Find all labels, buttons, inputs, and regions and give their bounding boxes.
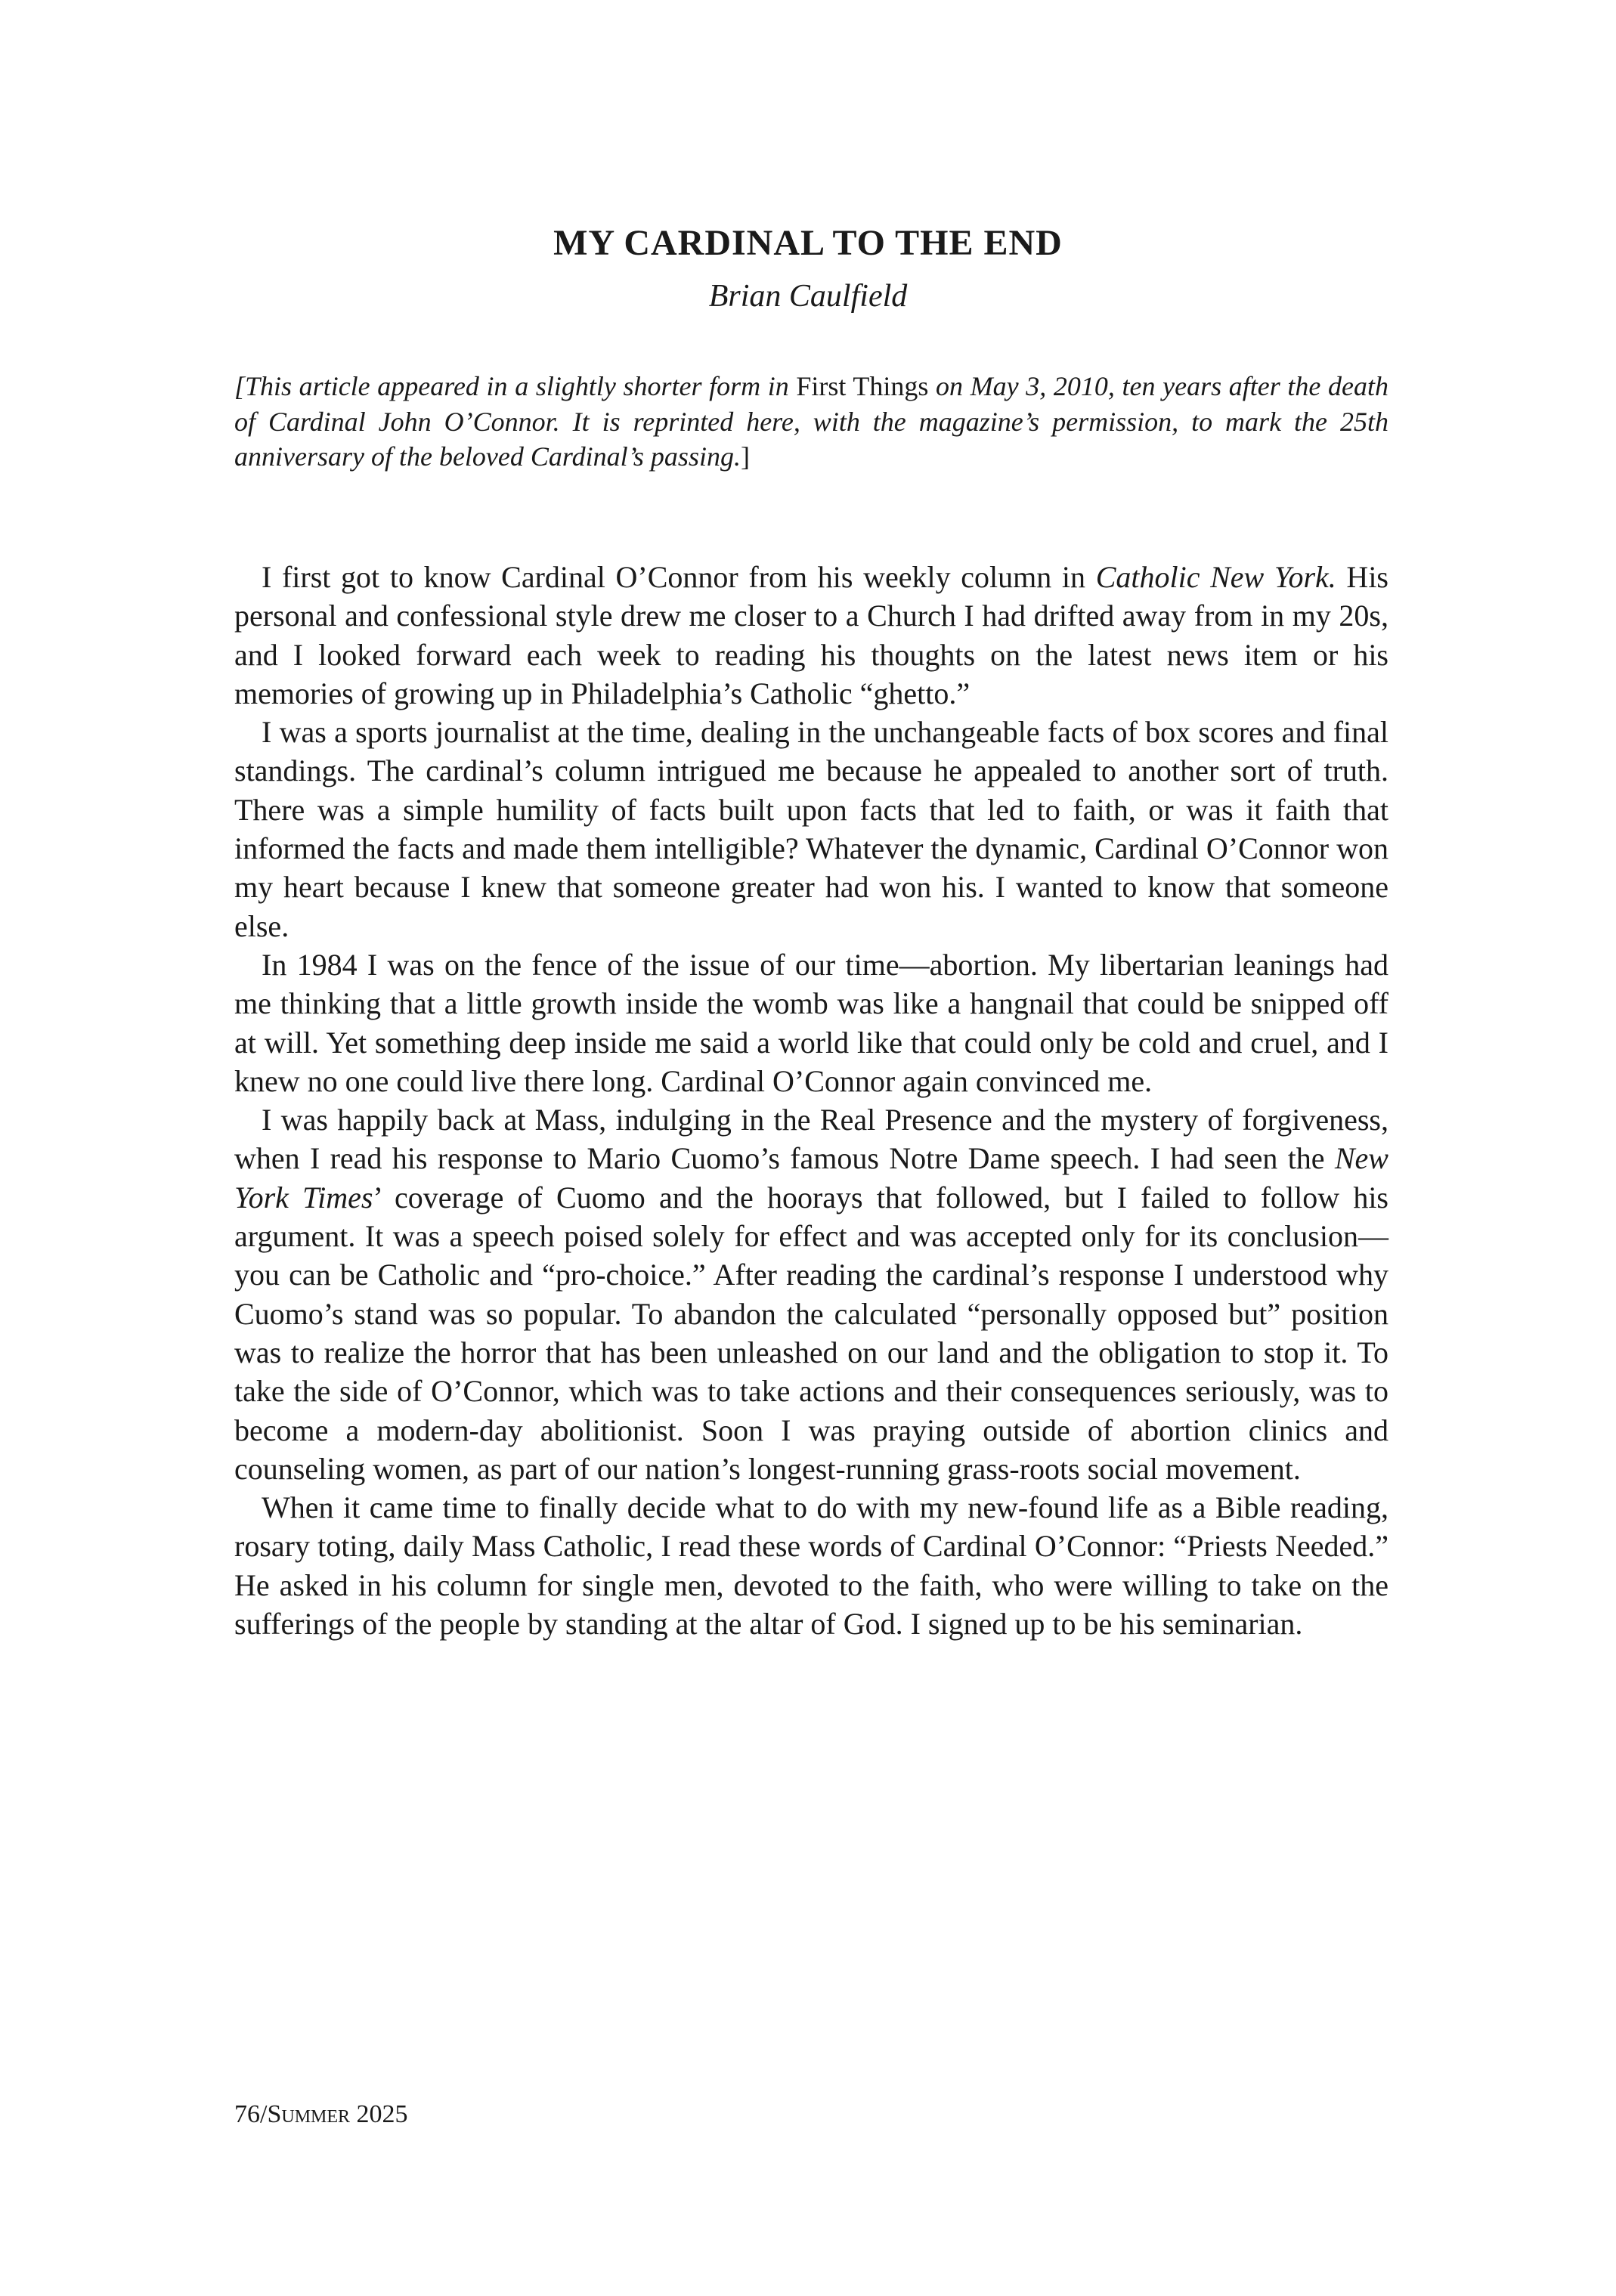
article-author: Brian Caulfield	[708, 279, 908, 314]
issue-year: 2025	[350, 2100, 408, 2128]
body-paragraph-4	[234, 1100, 1388, 1488]
page-footer	[234, 2098, 408, 2131]
article-body	[234, 558, 1388, 1643]
body-paragraph-3: In 1984 I was on the fence of the issue of our time—abortion. My libertarian leanings had me thinking that a little growth inside the womb was like a hangnail that could be snipped off at will. Yet something deep inside me said a world like that could only be cold and cruel, and I knew no one could live there long. Cardinal O’Connor again convinced me.	[234, 947, 1388, 1098]
paragraph-1-italic: Catholic New York.	[1095, 560, 1336, 594]
body-paragraph-1	[234, 558, 1388, 713]
issue-season: Summer	[267, 2100, 351, 2128]
paragraph-1-text-b: His personal and confessional style drew me closer to a Church I had drifted away from in my 20s, and I looked forward each week to reading his thoughts on the latest news item or his memories of growing up in Philadelphia’s Catholic “ghetto.”	[234, 560, 1389, 710]
page-number: 76/	[234, 2100, 268, 2128]
paragraph-4-text-b: ’ coverage of Cuomo and the hoorays that followed, but I failed to follow his argument. It was a speech poised solely for effect and was accepted only for its conclusion—you can be Catholic and “pro-choice.” After reading the cardinal’s response I understood why Cuomo’s stand was so popular. To abandon the calculated “personally opposed but” position was to realize the horror that has been unleashed on our land and the obligation to stop it. To take the side of O’Connor, which was to take actions and their consequences seriously, was to become a modern-day abolitionist. Soon I was praying outside of abortion clinics and counseling women, as part of our nation’s longest-running grass-roots social movement.	[234, 1180, 1388, 1486]
paragraph-1-text-a: I first got to know Cardinal O’Connor from his weekly column in	[262, 560, 1096, 594]
body-paragraph-5: When it came time to finally decide what to do with my new-found life as a Bible reading, rosary toting, daily Mass Catholic, I read these words of Cardinal O’Connor: “Priests Needed.” He asked in his column for single men, devoted to the faith, who were willing to take on the sufferings of the people by standing at the altar of God. I signed up to be his seminarian.	[234, 1490, 1388, 1642]
editor-note-publication: First Things	[796, 371, 929, 401]
paragraph-4-text-a: I was happily back at Mass, indulging in the Real Presence and the mystery of forgiveness, when I read his response to Mario Cuomo’s famous Notre Dame speech. I had seen the	[234, 1103, 1388, 1176]
article-title: MY CARDINAL TO THE END	[553, 223, 1063, 263]
editor-note-text-1: [This article appeared in a slightly shorter form in	[234, 371, 797, 401]
paragraph-4-italic: New York Times	[234, 1141, 1388, 1215]
body-paragraph-2: I was a sports journalist at the time, dealing in the unchangeable facts of box scores and final standings. The cardinal’s column intrigued me because he appealed to another sort of truth. There was a simple humility of facts built upon facts that led to faith, or was it faith that informed the facts and made them intelligible? Whatever the dynamic, Cardinal O’Connor won my heart because I knew that someone greater had won his. I wanted to know that someone else.	[234, 715, 1388, 943]
editor-note-text-2: on May 3, 2010, ten years after the death of Cardinal John O’Connor. It is reprinted here, with the magazine’s permission, to mark the 25th anniversary of the beloved Cardinal’s passing.	[234, 371, 1388, 472]
editor-note-close-bracket: ]	[740, 441, 750, 472]
editor-note	[234, 369, 1388, 475]
